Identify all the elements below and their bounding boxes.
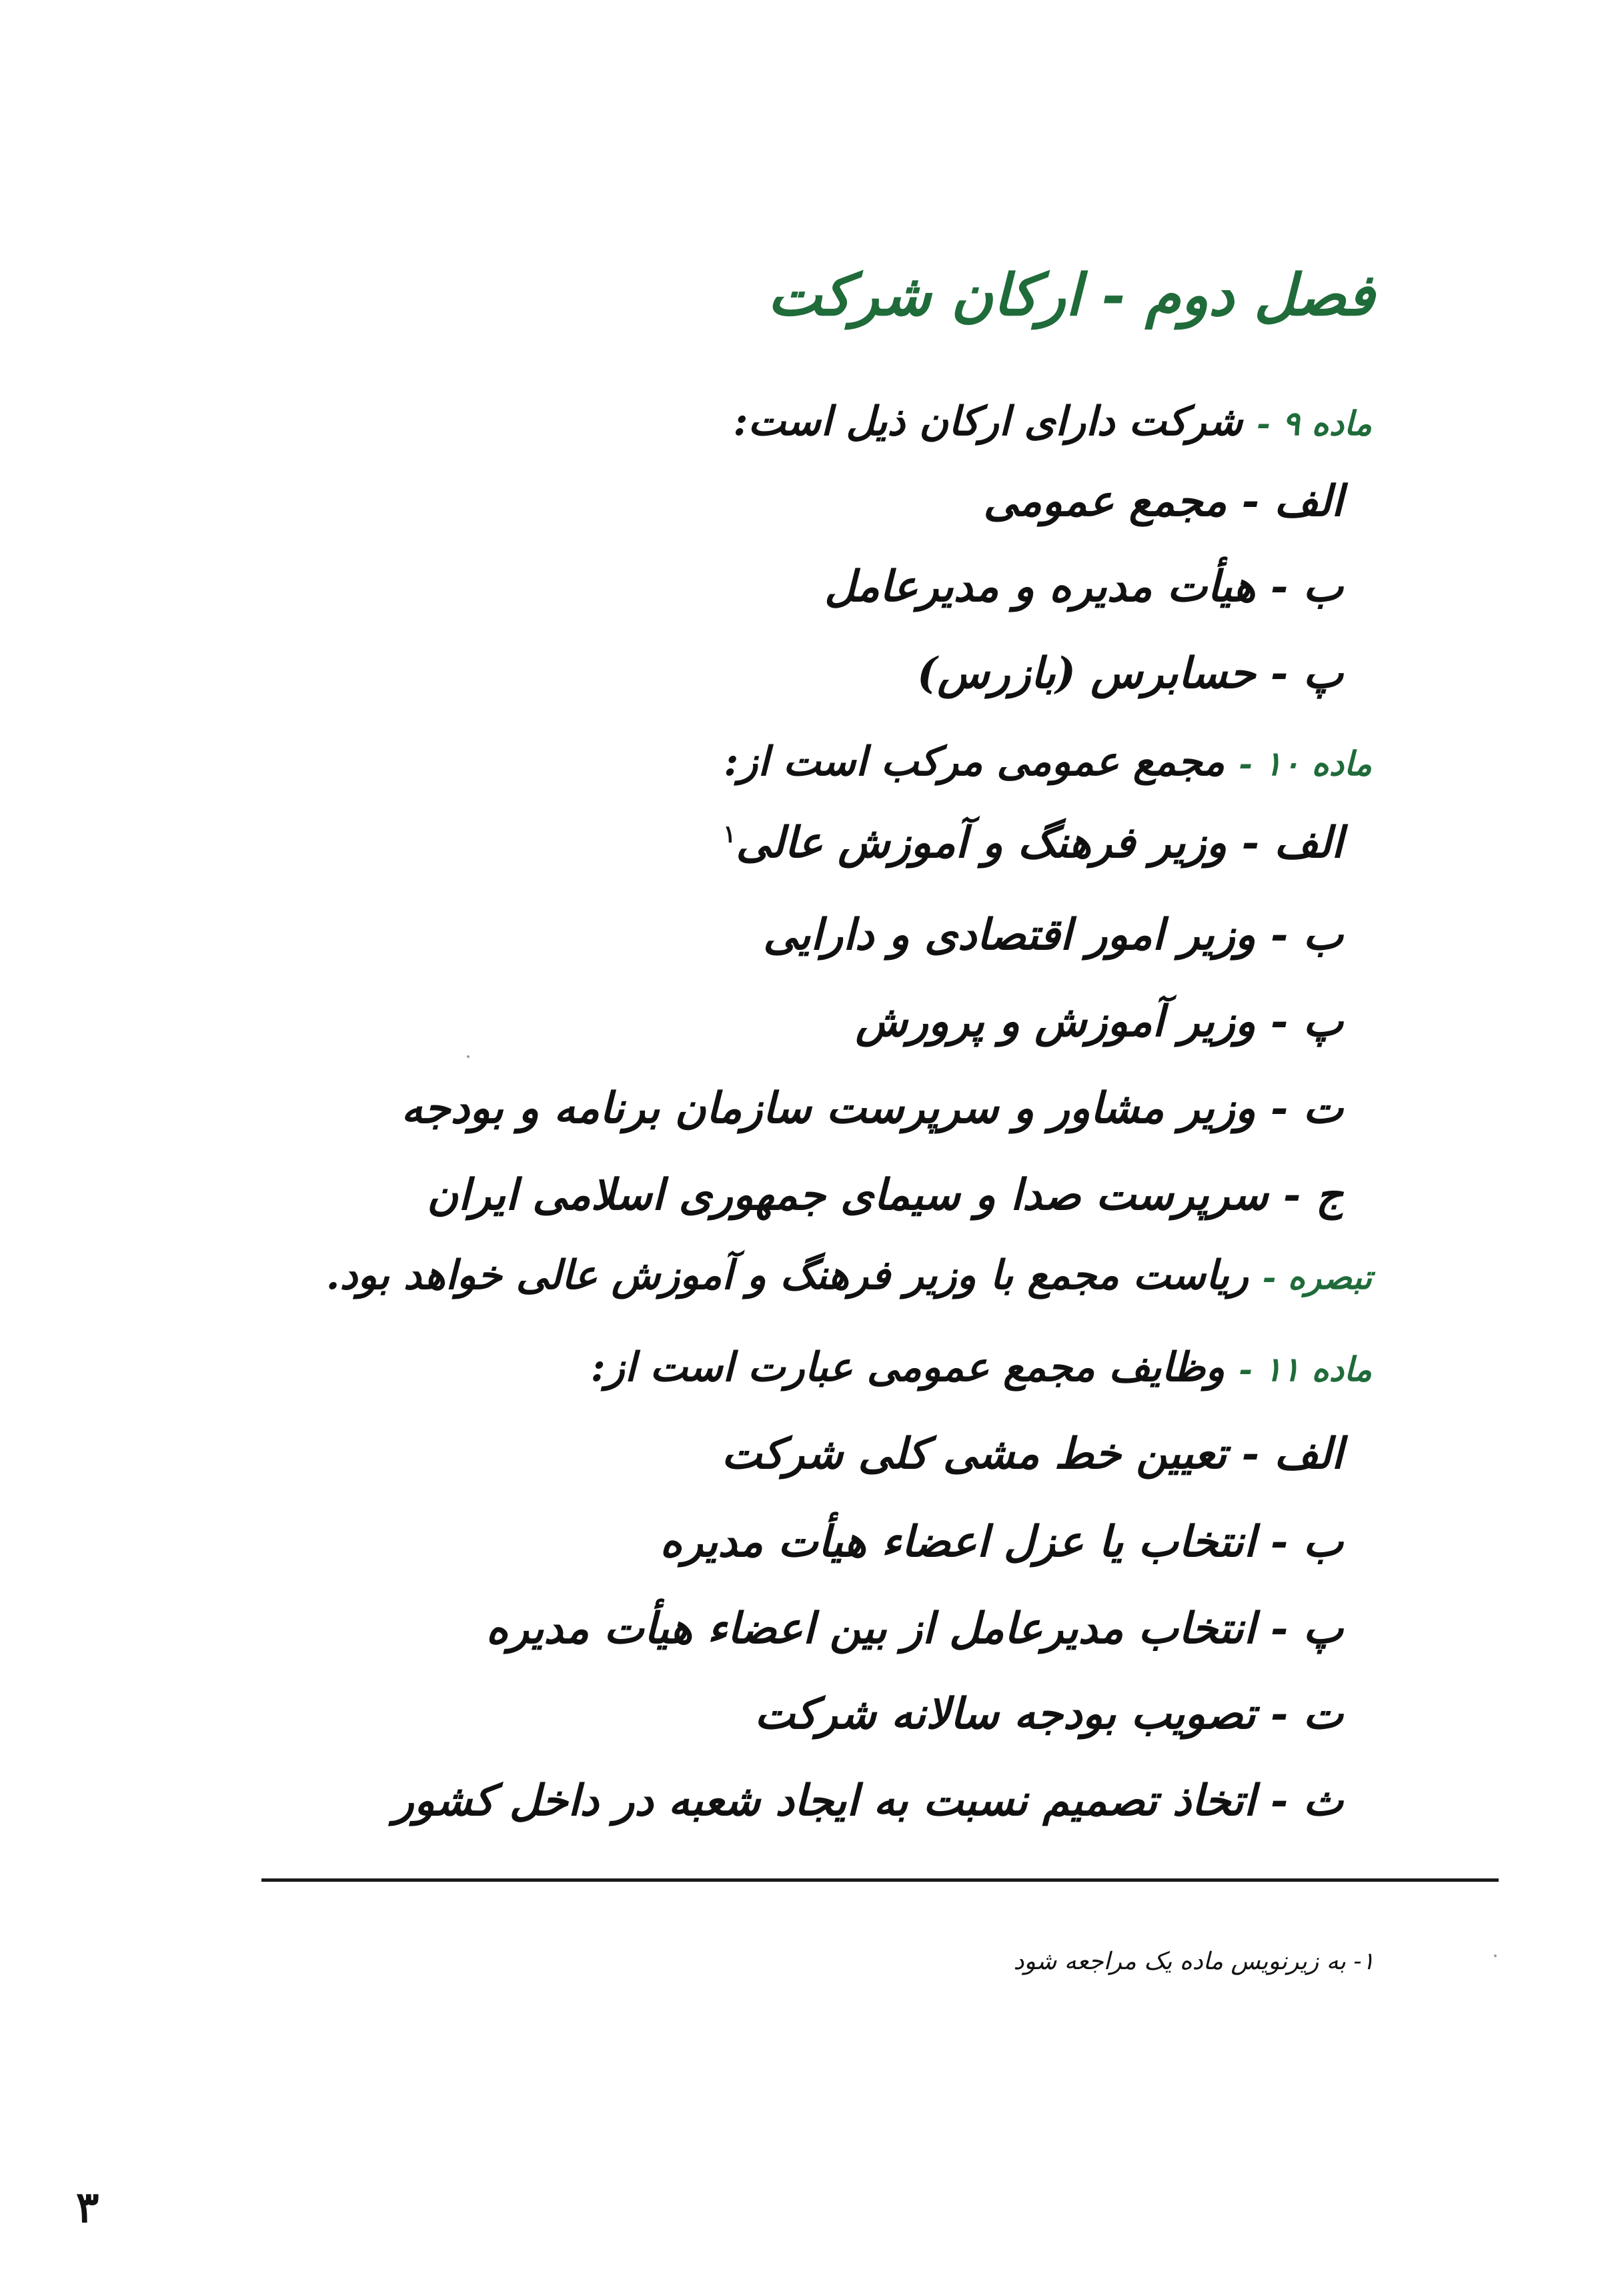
article-9-item: پ - حسابرس (بازرس) xyxy=(917,648,1343,698)
footnote-ref: ۱ xyxy=(723,820,736,848)
article-11-label: ماده ۱۱ - xyxy=(1239,1349,1372,1389)
footnote-divider xyxy=(261,1878,1499,1882)
chapter-title: فصل دوم - ارکان شرکت xyxy=(768,261,1375,329)
article-9 xyxy=(733,398,1372,445)
article-10-item: ج - سرپرست صدا و سیمای جمهوری اسلامی ایران xyxy=(427,1170,1343,1220)
article-11-item: ت - تصویب بودجه سالانه شرکت xyxy=(754,1689,1343,1739)
article-10-item: ت - وزیر مشاور و سرپرست سازمان برنامه و بودجه xyxy=(401,1083,1343,1133)
article-9-label: ماده ۹ - xyxy=(1257,404,1372,443)
note xyxy=(325,1252,1372,1299)
article-10-item xyxy=(723,818,1343,868)
article-10-label: ماده ۱۰ - xyxy=(1239,744,1372,783)
scan-speck xyxy=(467,1055,470,1058)
article-10-text: مجمع عمومی مرکب است از: xyxy=(724,738,1225,785)
article-10-item: پ - وزیر آموزش و پرورش xyxy=(855,997,1343,1047)
footnote: ۱- به زیرنویس ماده یک مراجعه شود xyxy=(1013,1948,1375,1975)
article-10-item-text: الف - وزیر فرهنگ و آموزش عالی xyxy=(736,818,1343,868)
article-9-text: شرکت دارای ارکان ذیل است: xyxy=(733,398,1243,445)
article-11-item: الف - تعیین خط مشی کلی شرکت xyxy=(721,1429,1343,1479)
article-10 xyxy=(724,738,1372,785)
article-11-item: ث - اتخاذ تصمیم نسبت به ایجاد شعبه در داخل کشور xyxy=(393,1776,1343,1826)
note-text: ریاست مجمع با وزیر فرهنگ و آموزش عالی خواهد بود. xyxy=(325,1252,1249,1299)
article-11 xyxy=(590,1344,1372,1391)
article-11-item: پ - انتخاب مدیرعامل از بین اعضاء هیأت مدیره xyxy=(486,1604,1343,1654)
article-11-item: ب - انتخاب یا عزل اعضاء هیأت مدیره xyxy=(660,1517,1343,1567)
scan-speck xyxy=(1494,1954,1497,1957)
article-10-item: ب - وزیر امور اقتصادی و دارایی xyxy=(763,910,1343,960)
article-11-text: وظایف مجمع عمومی عبارت است از: xyxy=(590,1344,1225,1391)
article-9-item: الف - مجمع عمومی xyxy=(983,476,1343,526)
article-9-item: ب - هیأت مدیره و مدیرعامل xyxy=(824,562,1343,612)
note-label: تبصره - xyxy=(1262,1257,1372,1297)
page-number: ۳ xyxy=(76,2183,99,2233)
